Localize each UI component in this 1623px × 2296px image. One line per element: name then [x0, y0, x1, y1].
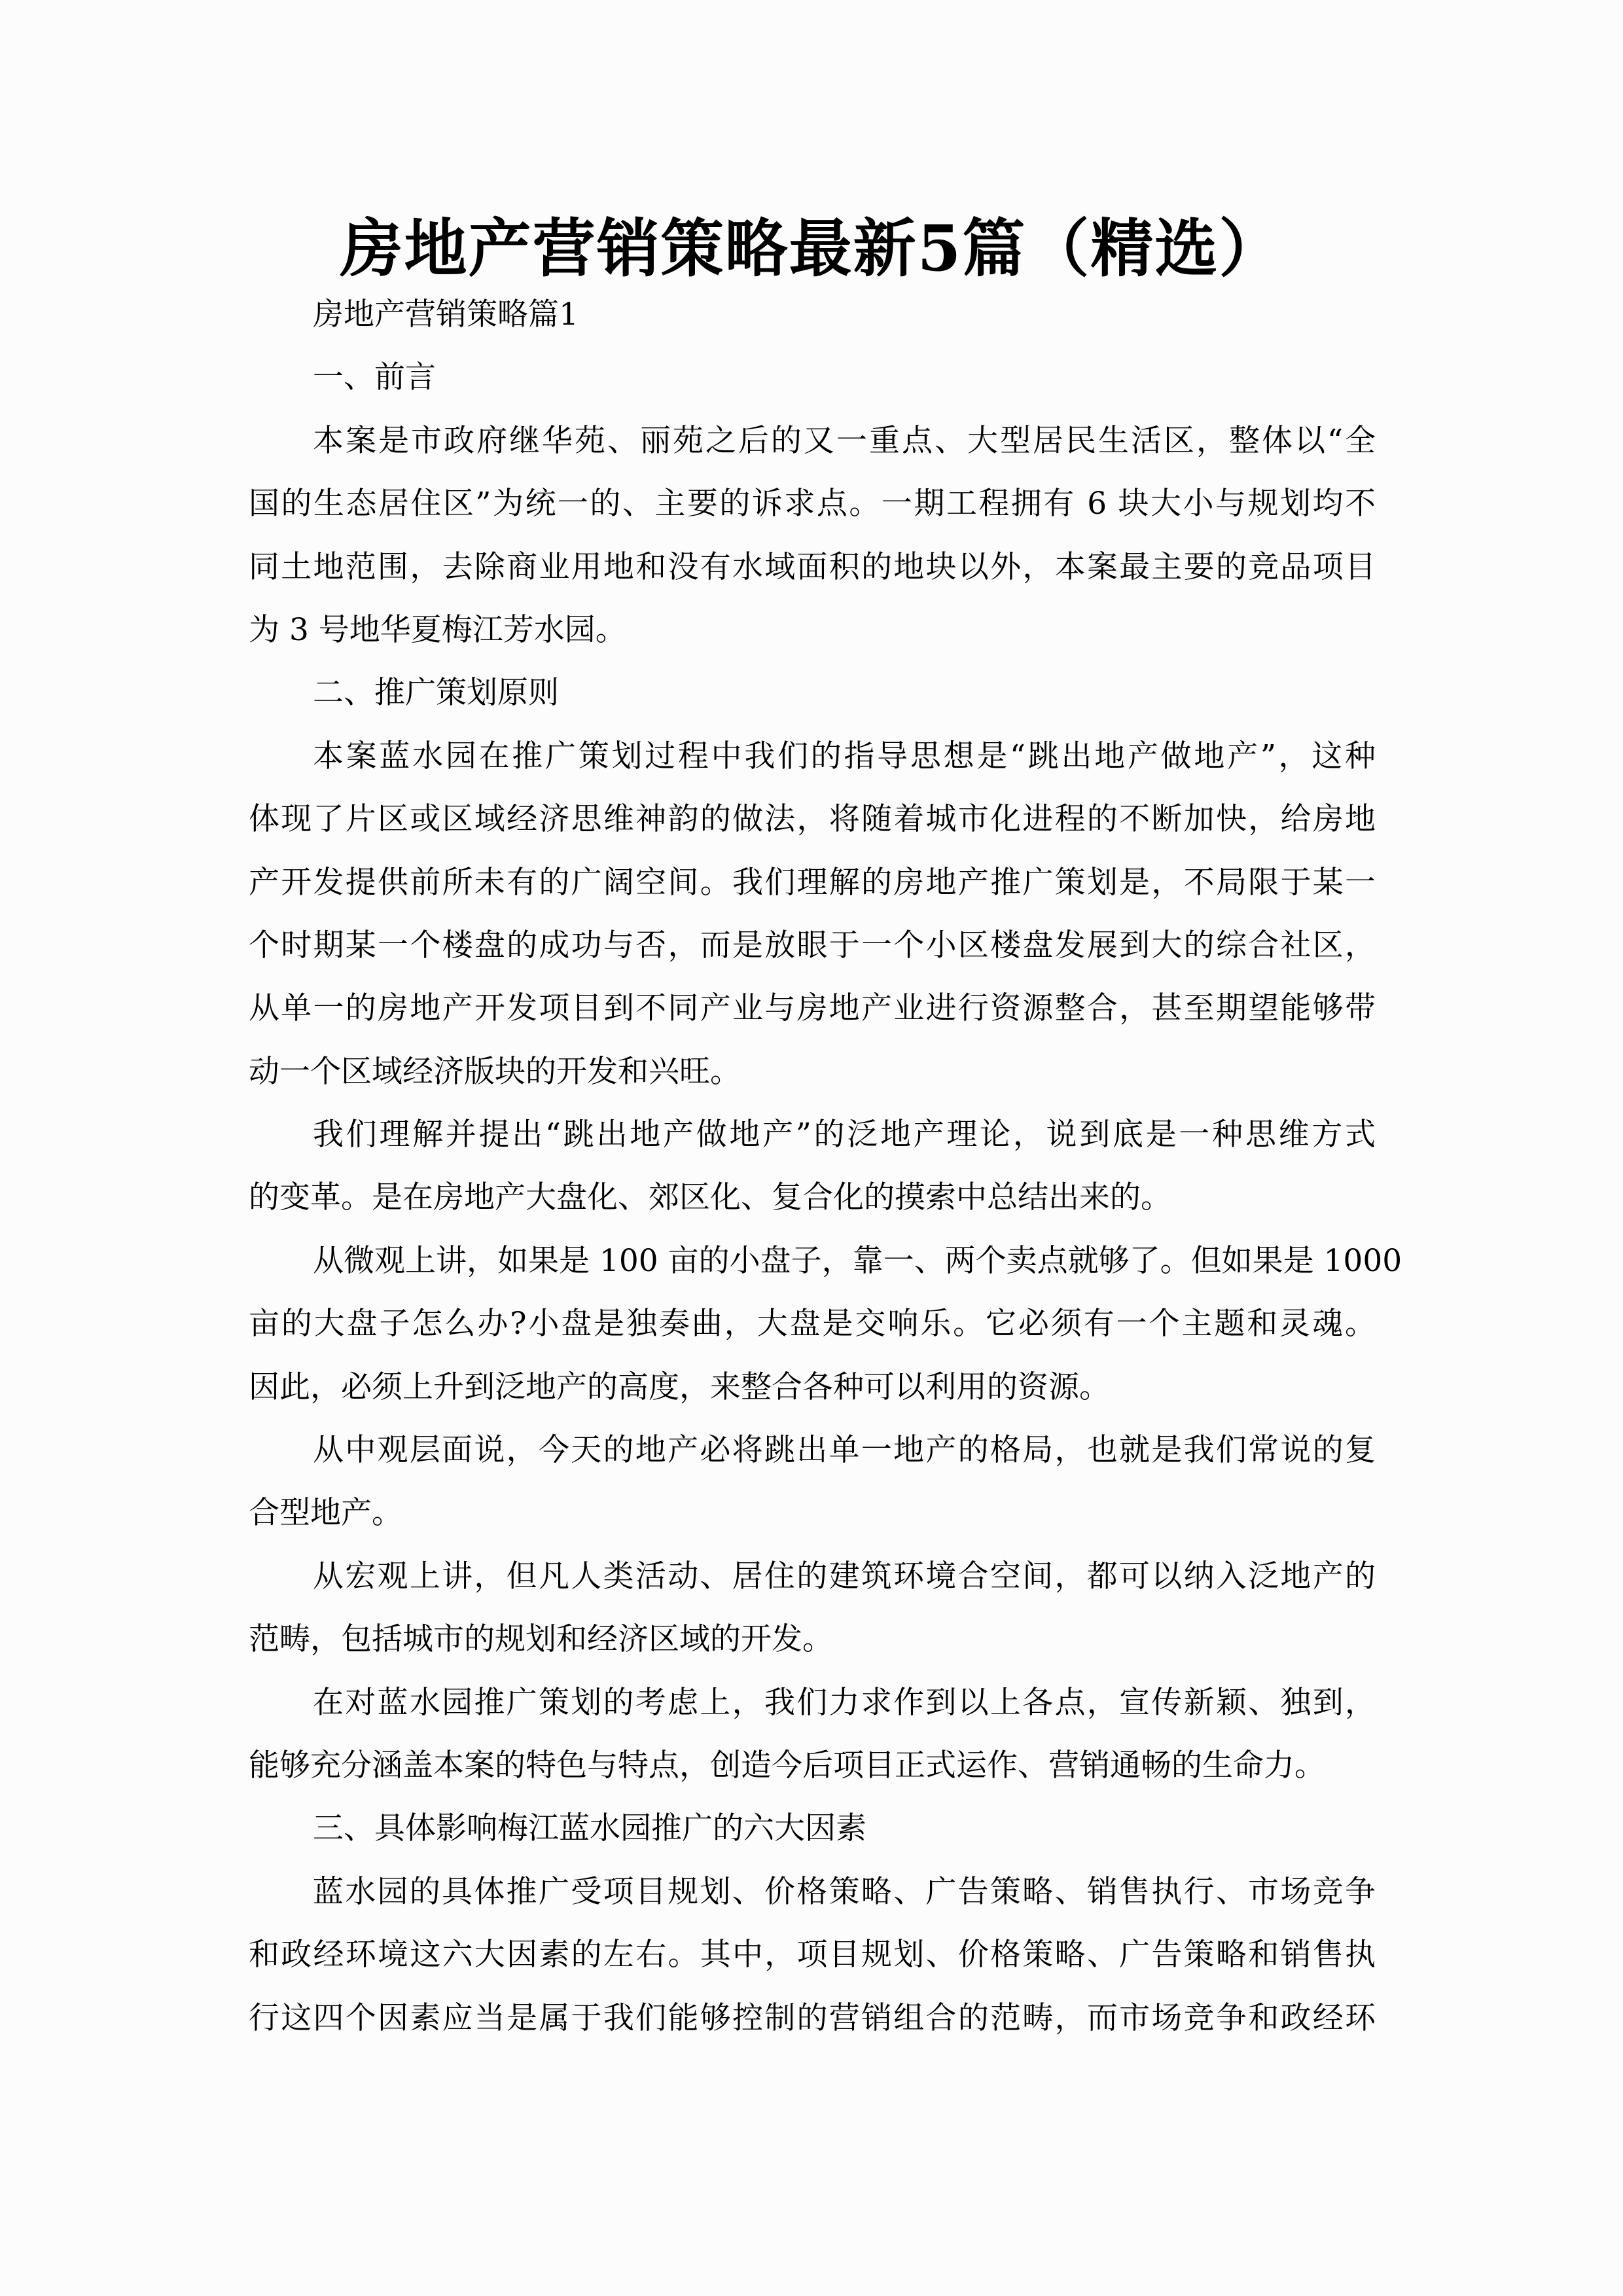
- heading-six-factors: 三、具体影响梅江蓝水园推广的六大因素: [313, 1810, 866, 1847]
- paragraph-line: 合型地产。: [249, 1495, 402, 1532]
- paragraph-six-factors: [249, 1861, 1376, 2050]
- paragraph-line: 亩的大盘子怎么办?小盘是独奏曲，大盘是交响乐。它必须有一个主题和灵魂。: [249, 1306, 1376, 1342]
- paragraph-line: 从中观层面说，今天的地产必将跳出单一地产的格局，也就是我们常说的复: [313, 1432, 1376, 1469]
- paragraph-line: 行这四个因素应当是属于我们能够控制的营销组合的范畴，而市场竞争和政经环: [249, 2000, 1376, 2036]
- document-title: 房地产营销策略最新5篇（精选）: [340, 211, 1283, 285]
- paragraph-line: 范畴，包括城市的规划和经济区域的开发。: [249, 1621, 833, 1658]
- paragraph-line: 本案蓝水园在推广策划过程中我们的指导思想是“跳出地产做地产”，这种: [313, 738, 1376, 774]
- paragraph-line: 体现了片区或区域经济思维神韵的做法，将随着城市化进程的不断加快，给房地: [249, 801, 1376, 838]
- paragraph-line: 国的生态居住区”为统一的、主要的诉求点。一期工程拥有 6 块大小与规划均不: [249, 486, 1376, 522]
- paragraph-meso-view: [249, 1419, 1376, 1545]
- section-title: 房地产营销策略篇1: [313, 296, 579, 332]
- paragraph-macro-view: [249, 1545, 1376, 1672]
- paragraph-micro-view: [249, 1230, 1402, 1419]
- heading-promotion-principles: 二、推广策划原则: [313, 675, 559, 711]
- paragraph-line: 和政经环境这六大因素的左右。其中，项目规划、价格策略、广告策略和销售执: [249, 1937, 1376, 1973]
- paragraph-line: 从微观上讲，如果是 100 亩的小盘子，靠一、两个卖点就够了。但如果是 1000: [313, 1242, 1402, 1279]
- paragraph-line: 个时期某一个楼盘的成功与否，而是放眼于一个小区楼盘发展到大的综合社区，: [249, 927, 1376, 963]
- paragraph-line: 同土地范围，去除商业用地和没有水域面积的地块以外，本案最主要的竞品项目: [249, 548, 1376, 585]
- paragraph-line: 为 3 号地华夏梅江芳水园。: [249, 611, 626, 648]
- paragraph-line: 动一个区域经济版块的开发和兴旺。: [249, 1053, 741, 1090]
- paragraph-line: 能够充分涵盖本案的特色与特点，创造今后项目正式运作、营销通畅的生命力。: [249, 1747, 1325, 1784]
- paragraph-line: 的变革。是在房地产大盘化、郊区化、复合化的摸索中总结出来的。: [249, 1179, 1171, 1216]
- document-body: [249, 283, 1402, 2050]
- paragraph-line: 在对蓝水园推广策划的考虑上，我们力求作到以上各点，宣传新颖、独到，: [313, 1684, 1376, 1721]
- paragraph-line: 从单一的房地产开发项目到不同产业与房地产业进行资源整合，甚至期望能够带: [249, 990, 1376, 1027]
- paragraph-line: 蓝水园的具体推广受项目规划、价格策略、广告策略、销售执行、市场竞争: [313, 1873, 1376, 1910]
- paragraph-line: 从宏观上讲，但凡人类活动、居住的建筑环境合空间，都可以纳入泛地产的: [313, 1558, 1376, 1594]
- paragraph-promotion-goals: [249, 1672, 1376, 1798]
- paragraph-line: 因此，必须上升到泛地产的高度，来整合各种可以利用的资源。: [249, 1369, 1110, 1405]
- paragraph-pan-real-estate-theory: [249, 1103, 1376, 1230]
- paragraph-line: 产开发提供前所未有的广阔空间。我们理解的房地产推广策划是，不局限于某一: [249, 864, 1376, 901]
- paragraph-line: 本案是市政府继华苑、丽苑之后的又一重点、大型居民生活区，整体以“全: [313, 422, 1376, 459]
- heading-preface: 一、前言: [313, 359, 436, 396]
- paragraph-guiding-idea: [249, 725, 1376, 1103]
- paragraph-project-overview: [249, 410, 1376, 662]
- paragraph-line: 我们理解并提出“跳出地产做地产”的泛地产理论，说到底是一种思维方式: [313, 1117, 1376, 1153]
